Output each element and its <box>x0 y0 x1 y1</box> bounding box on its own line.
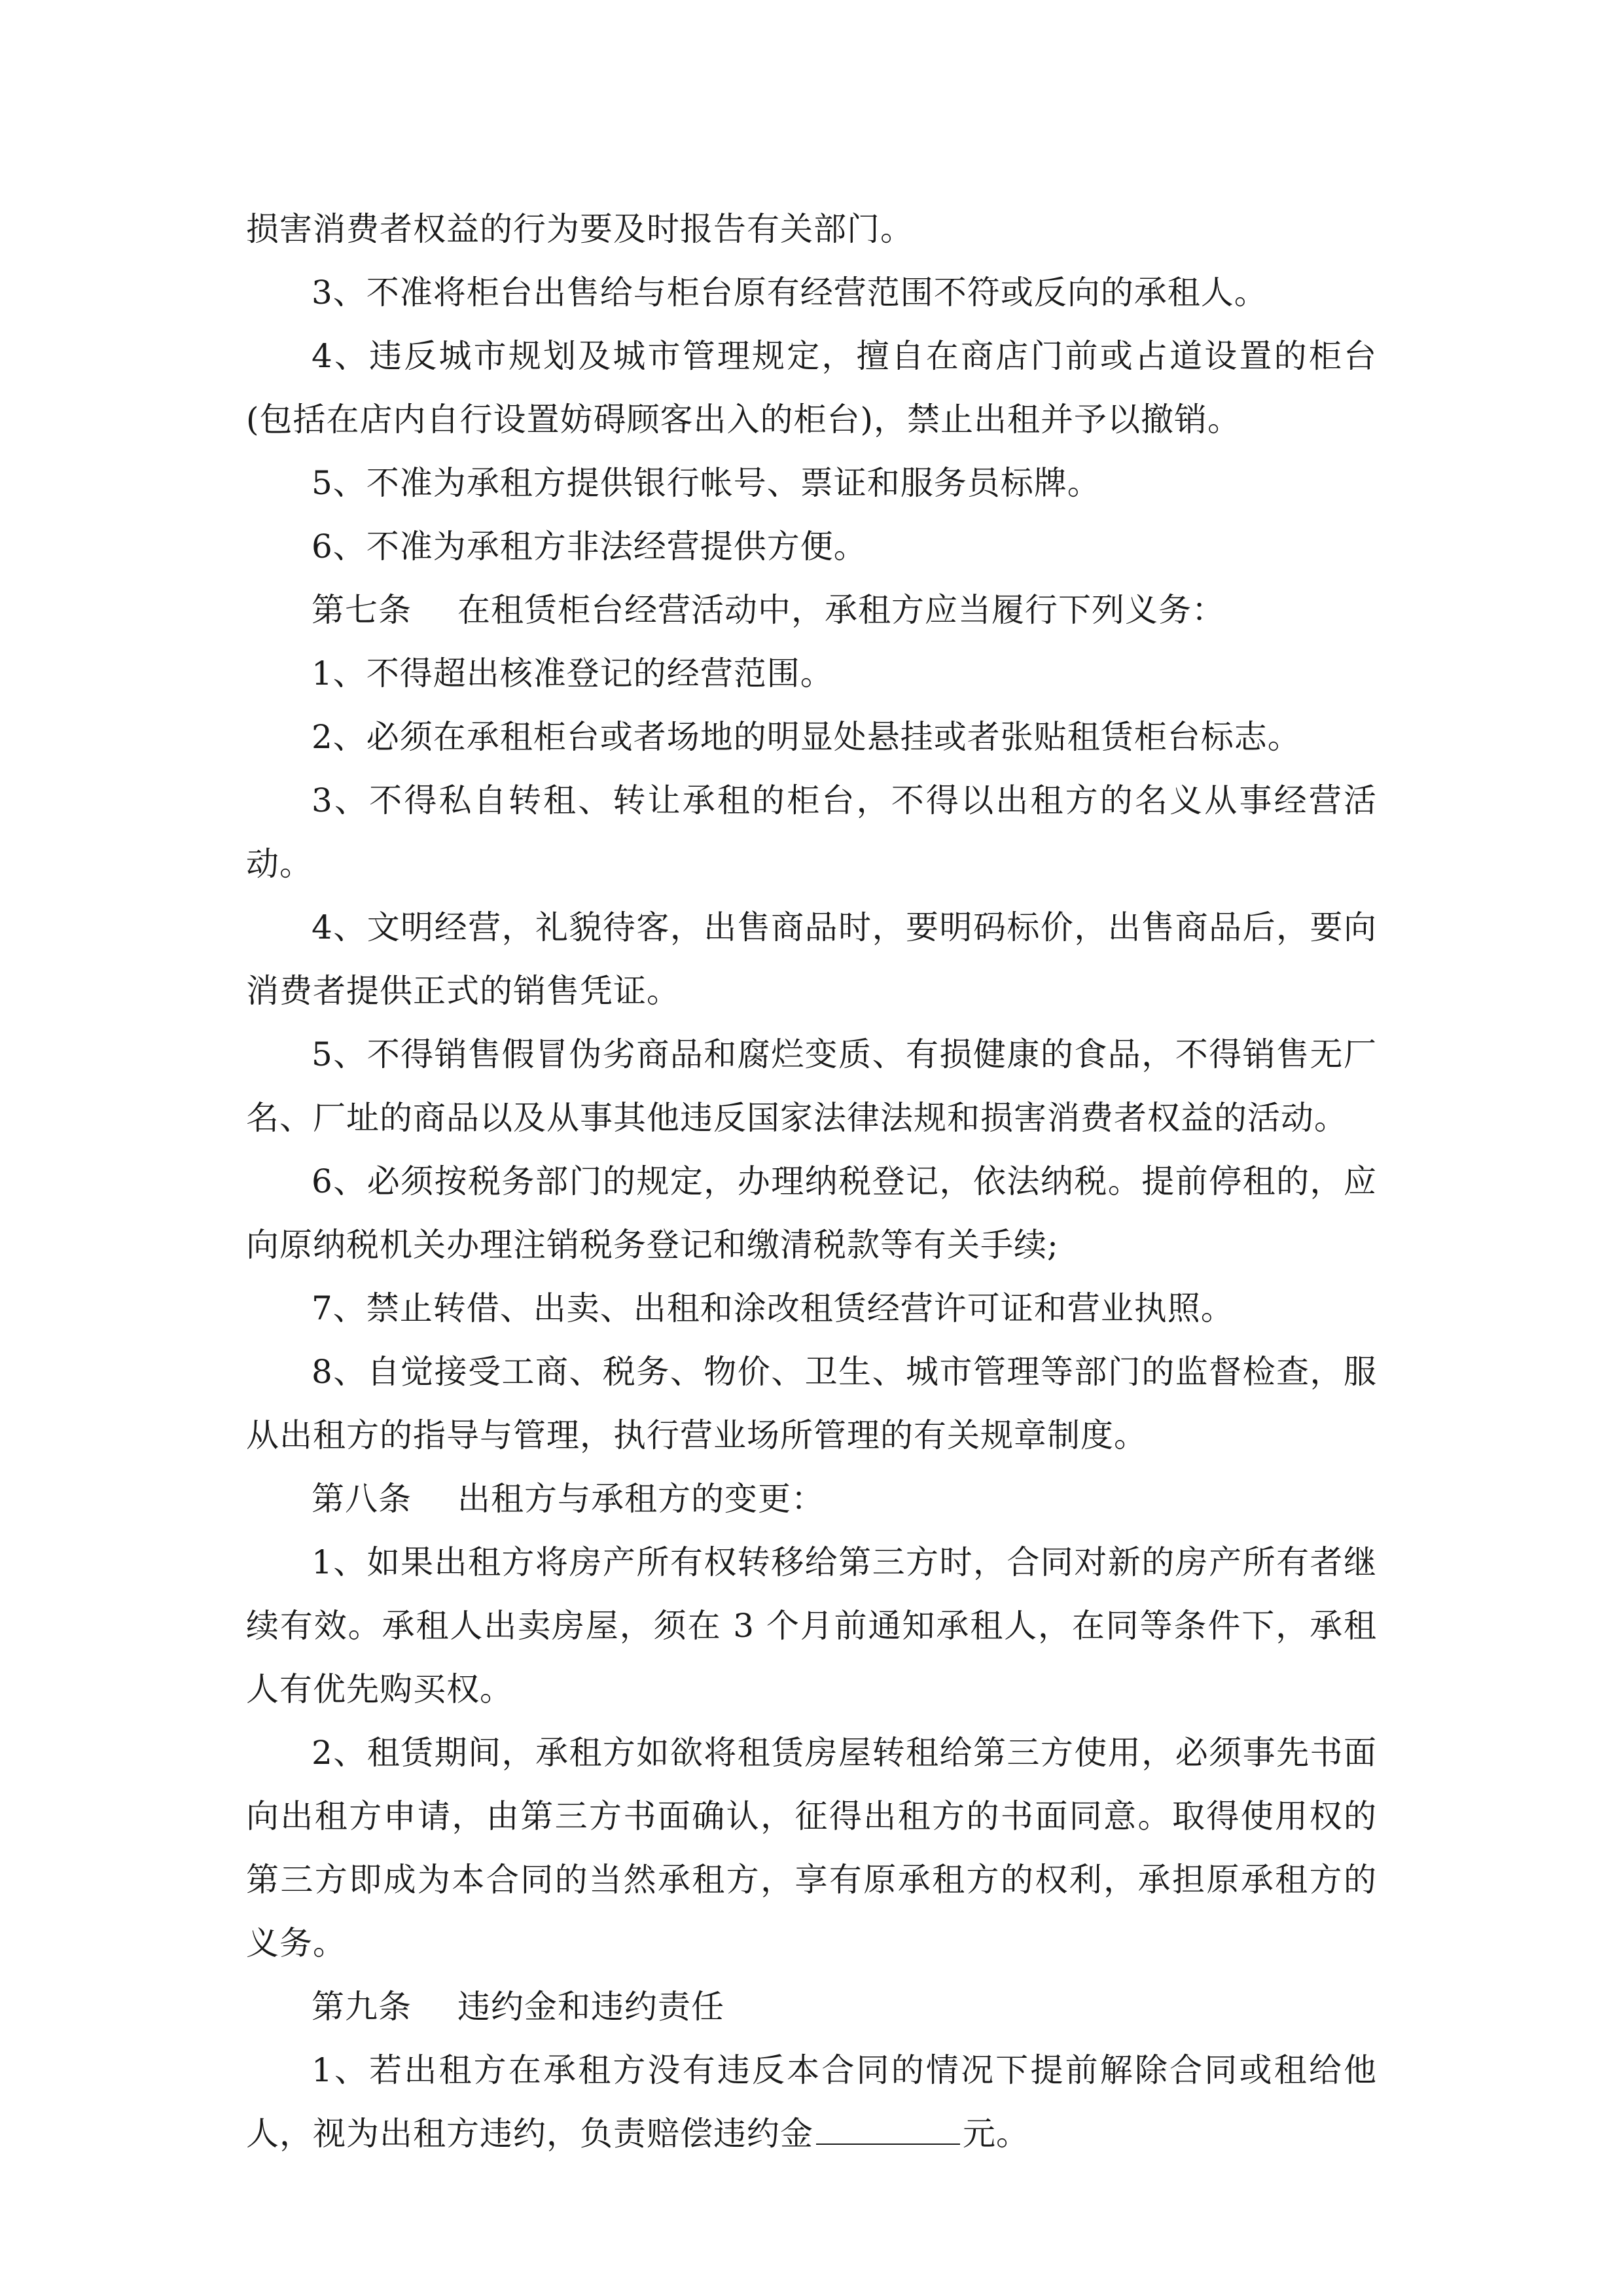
article-title: 出租方与承租方的变更： <box>457 1480 825 1518</box>
obligation-item-1: 1、不得超出核准登记的经营范围。 <box>312 655 834 692</box>
obligation-item-3: 3、不得私自转租、转让承租的柜台，不得以出租方的名义从事经营活动。 <box>246 781 1377 883</box>
clause-item-3: 3、不准将柜台出售给与柜台原有经营范围不符或反向的承租人。 <box>312 274 1268 312</box>
article-number: 第九条 <box>312 1988 412 2026</box>
article-title: 在租赁柜台经营活动中，承租方应当履行下列义务： <box>457 591 1225 629</box>
change-item-1: 1、如果出租方将房产所有权转移给第三方时，合同对新的房产所有者继续有效。承租人出卖房屋，须在 3 个月前通知承租人，在同等条件下，承租人有优先购买权。 <box>246 1543 1377 1708</box>
clause-item-4: 4、违反城市规划及城市管理规定，擅自在商店门前或占道设置的柜台(包括在店内自行设置妨碍顾客出入的柜台)，禁止出租并予以撤销。 <box>246 337 1377 439</box>
article-number: 第七条 <box>312 591 412 629</box>
obligation-item-8: 8、自觉接受工商、税务、物价、卫生、城市管理等部门的监督检查，服从出租方的指导与管理，执行营业场所管理的有关规章制度。 <box>246 1353 1377 1454</box>
article-9-heading <box>246 1975 1377 2039</box>
obligation-item-2: 2、必须在承租柜台或者场地的明显处悬挂或者张贴租赁柜台标志。 <box>312 718 1301 756</box>
obligation-item-5: 5、不得销售假冒伪劣商品和腐烂变质、有损健康的食品，不得销售无厂名、厂址的商品以及从事其他违反国家法律法规和损害消费者权益的活动。 <box>246 1035 1377 1137</box>
paragraph-continuation: 损害消费者权益的行为要及时报告有关部门。 <box>246 210 914 248</box>
penalty-item-1: 1、若出租方在承租方没有违反本合同的情况下提前解除合同或租给他人，视为出租方违约，负责赔偿违约金 元。 <box>246 2051 1377 2153</box>
change-item-2: 2、租赁期间，承租方如欲将租赁房屋转租给第三方使用，必须事先书面向出租方申请，由第三方书面确认，征得出租方的书面同意。取得使用权的第三方即成为本合同的当然承租方，享有原承租方的权利，承担原承租方的义务。 <box>246 1734 1377 1962</box>
clause-item-5: 5、不准为承租方提供银行帐号、票证和服务员标牌。 <box>312 464 1101 502</box>
article-8-heading <box>246 1467 1377 1531</box>
article-title: 违约金和违约责任 <box>457 1988 724 2026</box>
article-7-heading <box>246 579 1377 642</box>
article-number: 第八条 <box>312 1480 412 1518</box>
penalty-amount-blank[interactable] <box>816 2108 960 2145</box>
obligation-item-4: 4、文明经营，礼貌待客，出售商品时，要明码标价，出售商品后，要向消费者提供正式的销售凭证。 <box>246 908 1377 1010</box>
clause-item-6: 6、不准为承租方非法经营提供方便。 <box>312 528 867 565</box>
document-body <box>246 198 1377 2166</box>
obligation-item-6: 6、必须按税务部门的规定，办理纳税登记，依法纳税。提前停租的，应向原纳税机关办理注销税务登记和缴清税款等有关手续; <box>246 1162 1377 1264</box>
obligation-item-7: 7、禁止转借、出卖、出租和涂改租赁经营许可证和营业执照。 <box>312 1289 1234 1327</box>
